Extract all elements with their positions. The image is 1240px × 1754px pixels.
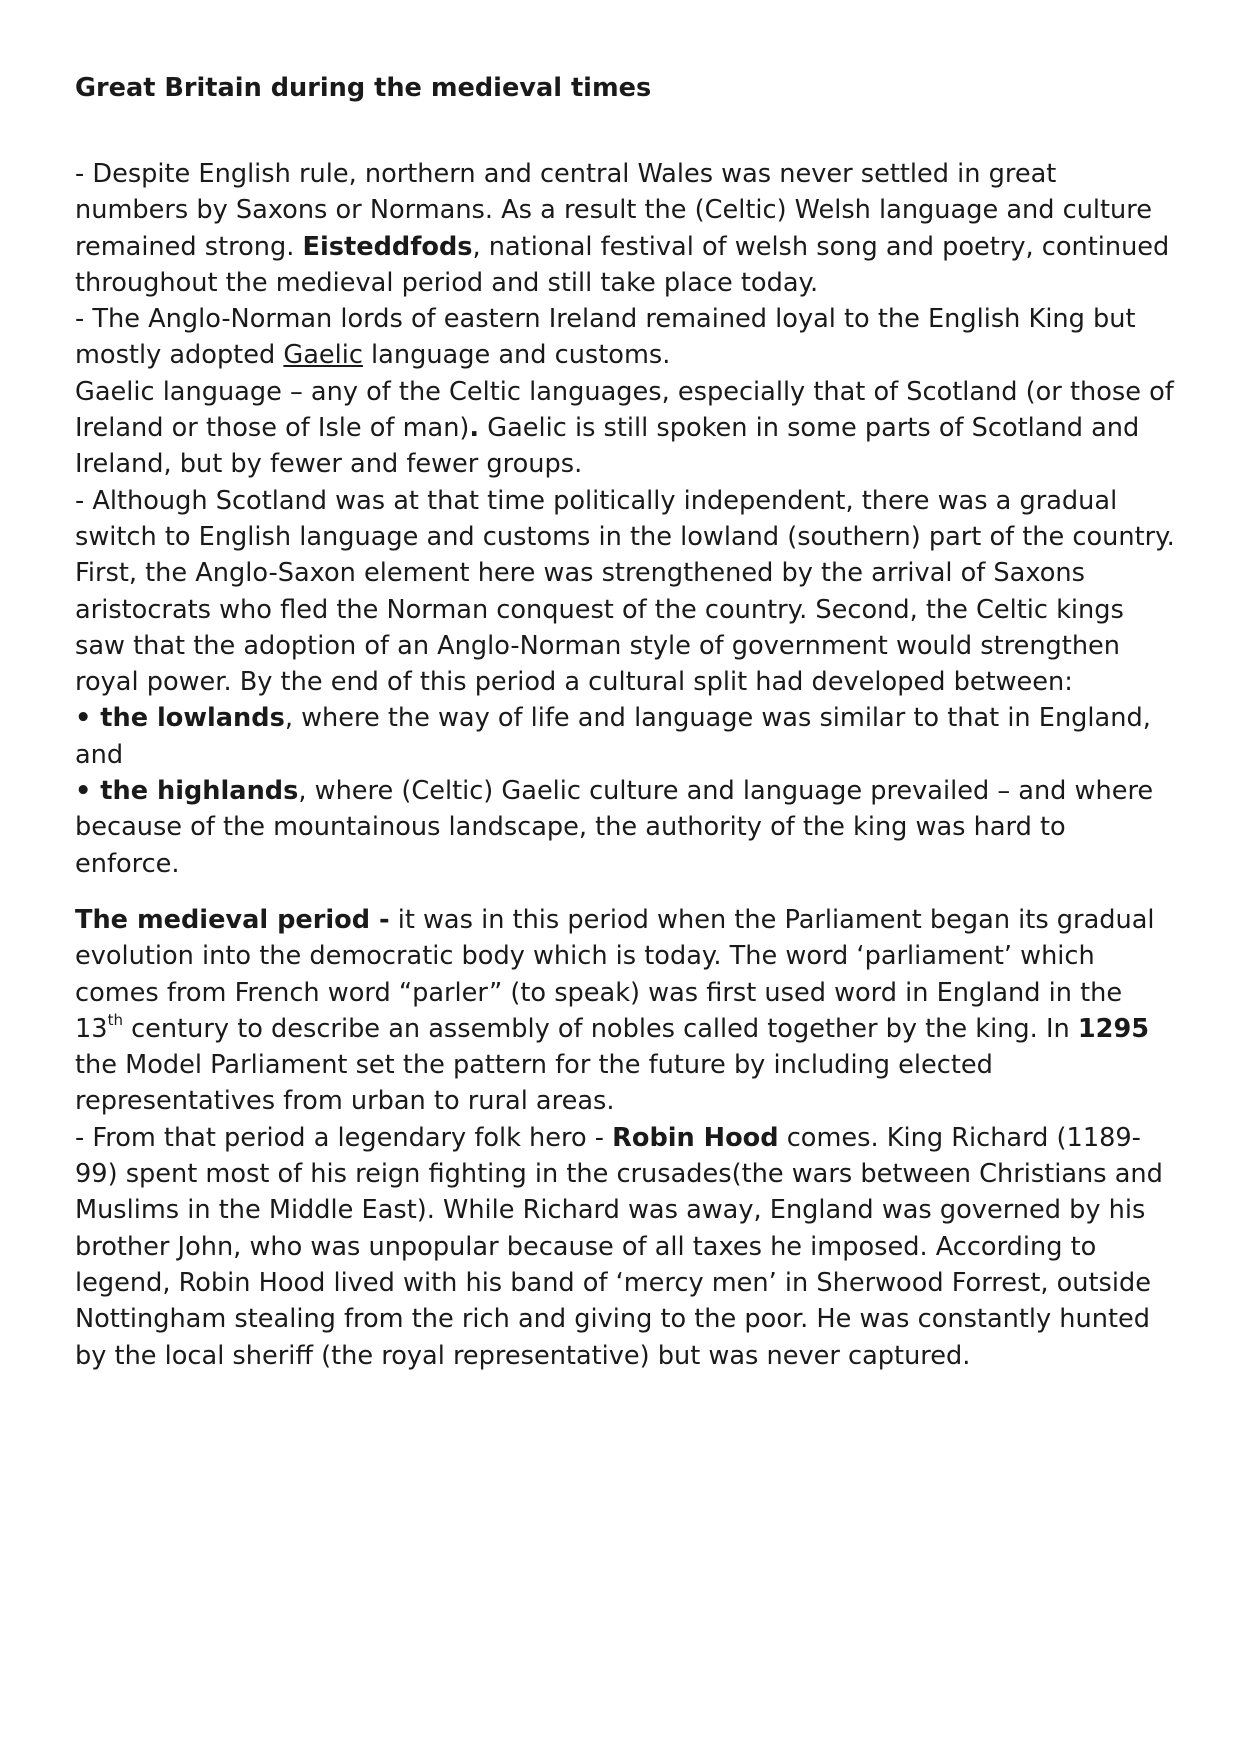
document-title: Great Britain during the medieval times	[75, 73, 652, 103]
text-run: - From that period a legendary folk hero -	[75, 1122, 613, 1153]
text-run: , where (Celtic) Gaelic culture and language prevailed – and where because of the mountainous landscape, the authority of the king was hard to enforce.	[75, 776, 1154, 879]
heading-medieval-period: The medieval period -	[75, 904, 390, 935]
superscript-th: th	[107, 1011, 123, 1030]
paragraph-robin-hood	[75, 1120, 1175, 1374]
text-run: comes. King Richard (1189-99) spent most of his reign fighting in the crusades(the wars between Christians and Muslims in the Middle East). While Richard was away, England was governed by his brother John, who was unpopular because of all taxes he imposed. According to legend, Robin Hood lived with his band of ‘mercy men’ in Sherwood Forrest, outside Nottingham stealing from the rich and giving to the poor. He was constantly hunted by the local sheriff (the royal representative) but was never captured.	[75, 1122, 1163, 1371]
text-run: the Model Parliament set the pattern for the future by including elected representatives from urban to rural areas.	[75, 1050, 993, 1117]
paragraph-wales	[75, 156, 1175, 301]
bullet-highlands	[75, 773, 1175, 882]
term-highlands: • the highlands	[75, 776, 299, 807]
paragraph-ireland	[75, 301, 1175, 374]
paragraph-scotland: - Although Scotland was at that time politically independent, there was a gradual switch to English language and customs in the lowland (southern) part of the country. First, the Anglo-Saxon element here was strengthened by the arrival of Saxons aristocrats who fled the Norman conquest of the country. Second, the Celtic kings saw that the adoption of an Anglo-Norman style of government would strengthen royal power. By the end of this period a cultural split had developed between:	[75, 485, 1175, 698]
year-1295: 1295	[1077, 1013, 1150, 1044]
text-run: - The Anglo-Norman lords of eastern Ireland remained loyal to the English King but mostly adopted	[75, 304, 1136, 371]
text-run: Gaelic is still spoken in some parts of Scotland and Ireland, but by fewer and fewer groups.	[75, 413, 1140, 480]
bullet-lowlands	[75, 700, 1175, 773]
text-run: , where the way of life and language was similar to that in England, and	[75, 703, 1151, 770]
document-page	[75, 70, 1175, 1374]
paragraph-gaelic-definition	[75, 374, 1175, 483]
text-run: , national festival of welsh song and poetry, continued throughout the medieval period and still take place today.	[75, 231, 1170, 298]
paragraph-medieval-period	[75, 902, 1175, 1120]
text-run: language and customs.	[362, 340, 671, 371]
term-gaelic: Gaelic	[283, 340, 363, 371]
bold-period: .	[469, 413, 480, 444]
term-lowlands: • the lowlands	[75, 703, 285, 734]
text-run: Gaelic language – any of the Celtic languages, especially that of Scotland (or those of Ireland or those of Isle of man)	[75, 376, 1174, 444]
text-run: century to describe an assembly of nobles called together by the king. In	[122, 1013, 1078, 1044]
term-robin-hood: Robin Hood	[612, 1122, 779, 1153]
text-run: it was in this period when the Parliament began its gradual evolution into the democratic body which is today. The word ‘parliament’ which comes from French word “parler” (to speak) was first used word in England in the 13	[75, 904, 1155, 1044]
text-run: - Despite English rule, northern and central Wales was never settled in great numbers by Saxons or Normans. As a result the (Celtic) Welsh language and culture remained strong.	[75, 159, 1152, 262]
term-eisteddfods: Eisteddfods	[302, 231, 473, 262]
